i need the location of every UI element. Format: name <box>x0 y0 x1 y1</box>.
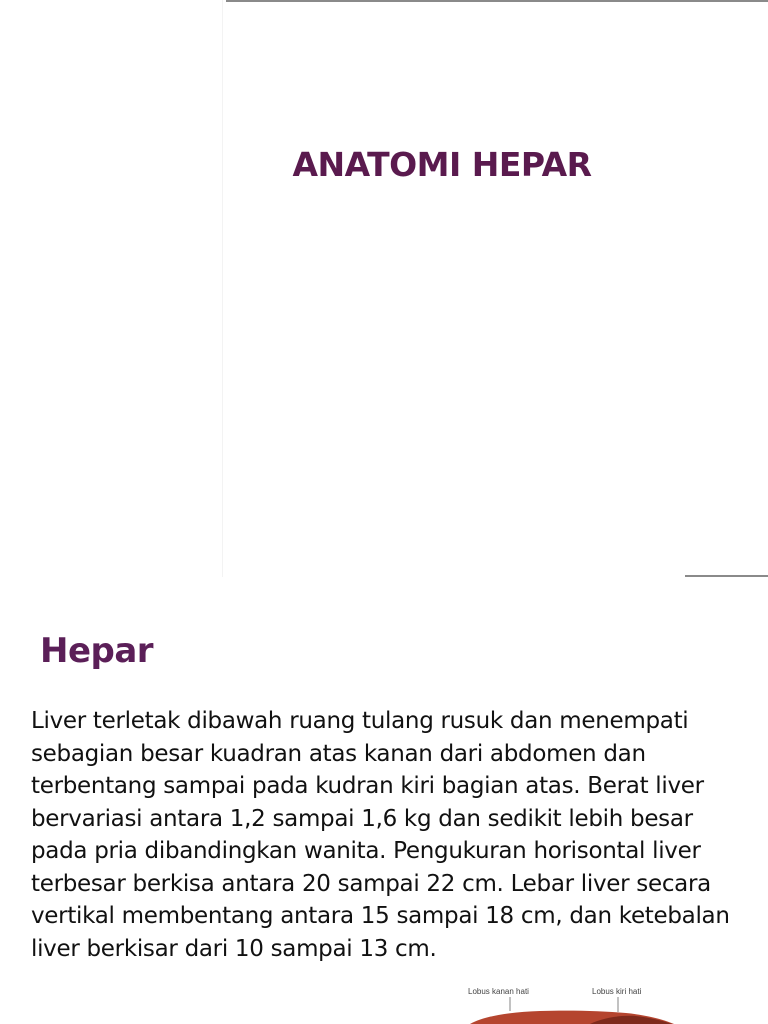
figure-label-left-lobe: Lobus kiri hati <box>592 987 642 996</box>
slide-heading: Hepar <box>40 631 154 671</box>
slide-title: ANATOMI HEPAR <box>292 145 592 184</box>
liver-illustration <box>440 985 768 1024</box>
top-divider-line <box>226 0 768 2</box>
content-slide <box>0 577 768 1024</box>
figure-label-right-lobe: Lobus kanan hati <box>468 987 529 996</box>
slide-body-text: Liver terletak dibawah ruang tulang rusuk dan menempati sebagian besar kuadran atas kanan dari abdomen dan terbentang sampai pada kudran kiri bagian atas. Berat liver bervariasi antara 1,2 sampai 1,6 kg dan sedikit lebih besar pada pria dibandingkan wanita. Pengukuran horisontal liver terbesar berkisa antara 20 sampai 22 cm. Lebar liver secara vertikal membentang antara 15 sampai 18 cm, dan ketebalan liver berkisar dari 10 sampai 13 cm. <box>31 708 730 962</box>
title-slide-panel <box>222 0 768 577</box>
